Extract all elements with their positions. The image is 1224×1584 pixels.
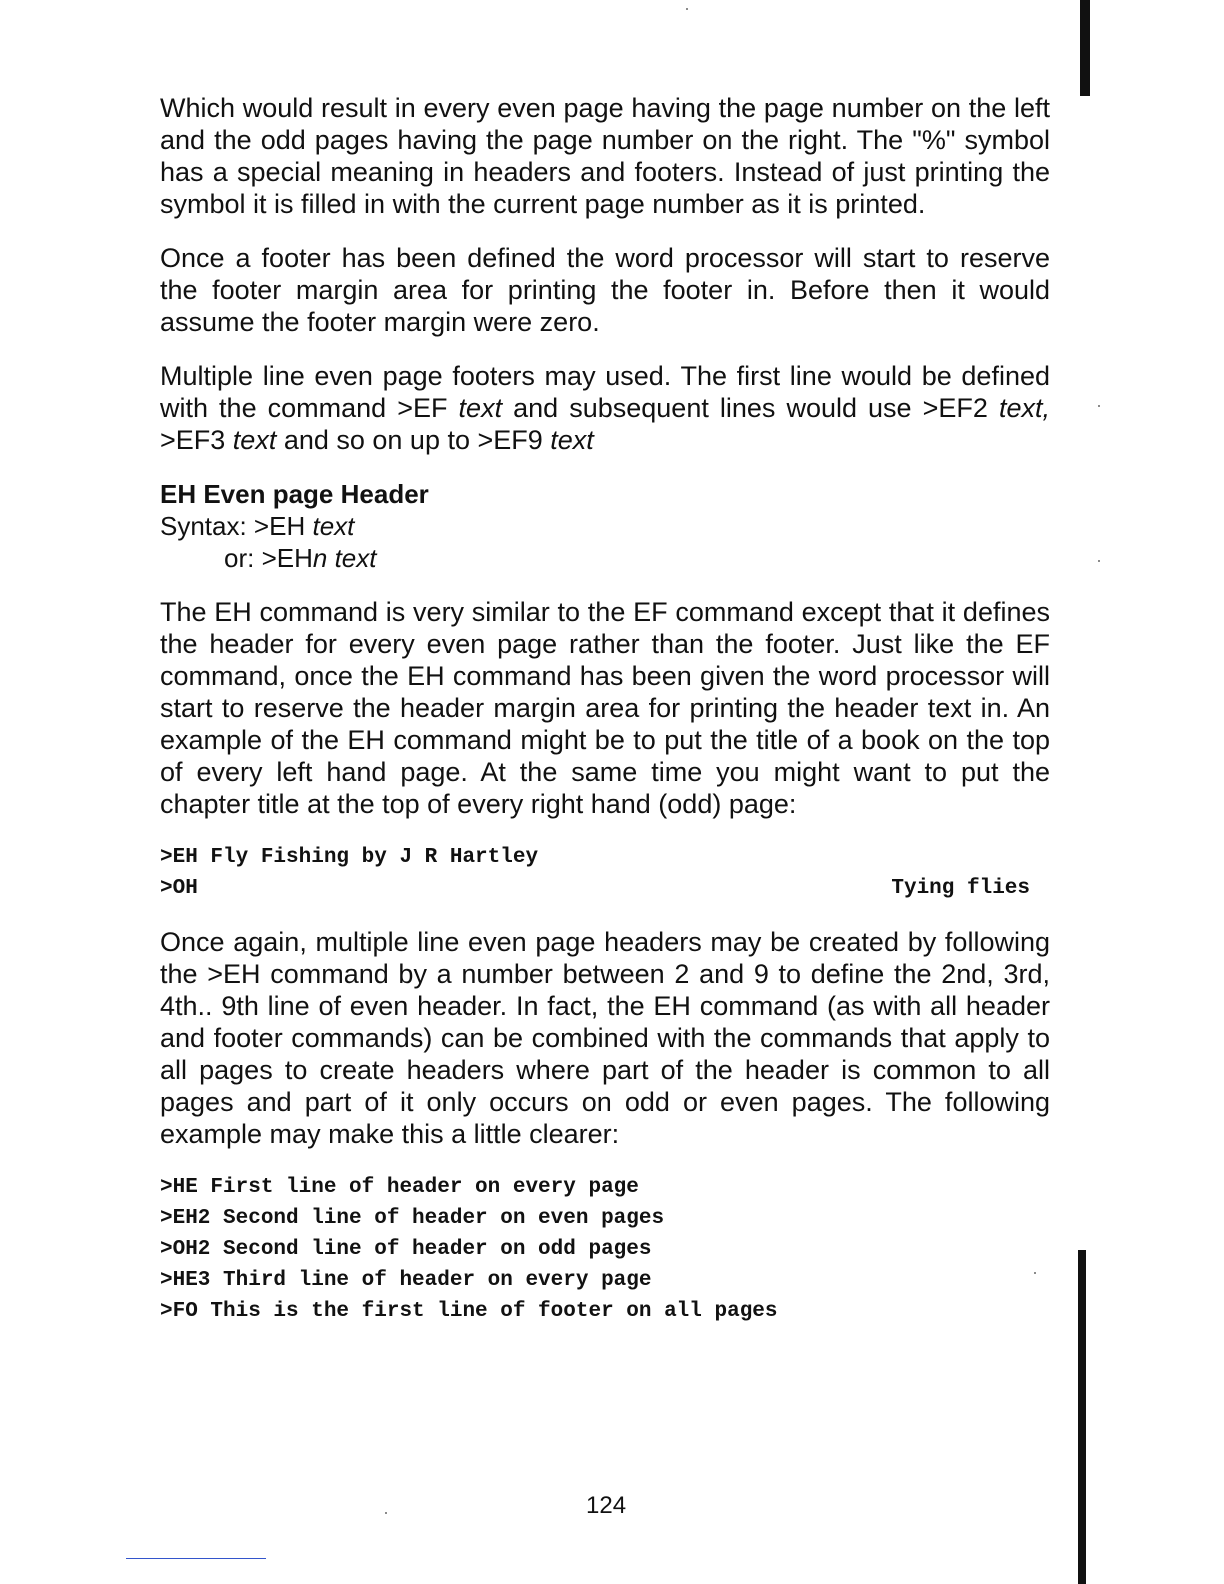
paragraph-multiple-line-footers	[160, 360, 1050, 456]
syntax-line	[160, 510, 1050, 542]
code-line: >HE First line of header on every page	[160, 1176, 639, 1199]
text-run: Multiple line even page footers may used. The first line would be defined with the command >EF	[160, 361, 1050, 423]
page-number: 124	[586, 1492, 627, 1519]
code-line	[160, 873, 1050, 904]
syntax-label: Syntax: >EH	[160, 511, 313, 541]
section-heading: EH Even page Header	[160, 479, 429, 509]
text-run-italic: text,	[998, 393, 1050, 423]
code-example-eh-oh	[160, 842, 1050, 904]
code-line: >EH Fly Fishing by J R Hartley	[160, 846, 539, 869]
scan-edge-top	[1080, 0, 1090, 96]
code-line-left: >OH	[160, 877, 198, 900]
document-page	[160, 92, 1050, 1349]
code-line-right: Tying flies	[891, 877, 1030, 900]
text-run: and subsequent lines would use >EF2	[502, 393, 999, 423]
code-line: >OH2 Second line of header on odd pages	[160, 1238, 652, 1261]
text-run-italic: text	[458, 393, 503, 423]
code-example-combined	[160, 1172, 1050, 1327]
text-run: >EF3	[160, 425, 233, 455]
paragraph-page-number-placement: Which would result in every even page having the page number on the left and the odd pages having the page number on the right. The "%" symbol has a special meaning in headers and footers. Instead of just printing the symbol it is filled in with the current page number as it is printed.	[160, 93, 1050, 219]
scan-speck	[1098, 560, 1100, 562]
paragraph-multiple-line-headers: Once again, multiple line even page headers may be created by following the >EH command by a number between 2 and 9 to define the 2nd, 3rd, 4th.. 9th line of even header. In fact, the EH command (as with all header and footer commands) can be combined with the commands that apply to all pages to create headers where part of the header is common to all pages and part of it only occurs on odd or even pages. The following example may make this a little clearer:	[160, 927, 1050, 1149]
scan-speck	[1034, 1272, 1036, 1274]
scan-blue-line	[126, 1558, 266, 1559]
syntax-arg: text	[312, 511, 355, 541]
scan-speck	[686, 8, 688, 10]
scan-edge-bottom	[1078, 1250, 1086, 1584]
scan-speck	[1098, 405, 1100, 407]
paragraph-footer-margin: Once a footer has been defined the word processor will start to reserve the footer margin area for printing the footer in. Before then it would assume the footer margin were zero.	[160, 243, 1050, 337]
code-line: >EH2 Second line of header on even pages	[160, 1207, 665, 1230]
text-run-italic: text	[550, 425, 594, 455]
text-run-italic: text	[232, 425, 277, 455]
paragraph-eh-description: The EH command is very similar to the EF command except that it defines the header for every even page rather than the footer. Just like the EF command, once the EH command has been given the word processor will start to reserve the header margin area for printing the header text in. An example of the EH command might be to put the title of a book on the top of every left hand page. At the same time you might want to put the chapter title at the top of every right hand (odd) page:	[160, 597, 1050, 819]
syntax-alt-arg: text	[327, 543, 377, 573]
syntax-alt-label: or: >EH	[224, 543, 313, 573]
syntax-alt-n: n	[312, 543, 328, 573]
syntax-alt-line	[160, 542, 1050, 574]
code-line: >HE3 Third line of header on every page	[160, 1269, 652, 1292]
scan-speck	[385, 1512, 387, 1514]
code-line: >FO This is the first line of footer on all pages	[160, 1300, 778, 1323]
text-run: and so on up to >EF9	[276, 425, 551, 455]
